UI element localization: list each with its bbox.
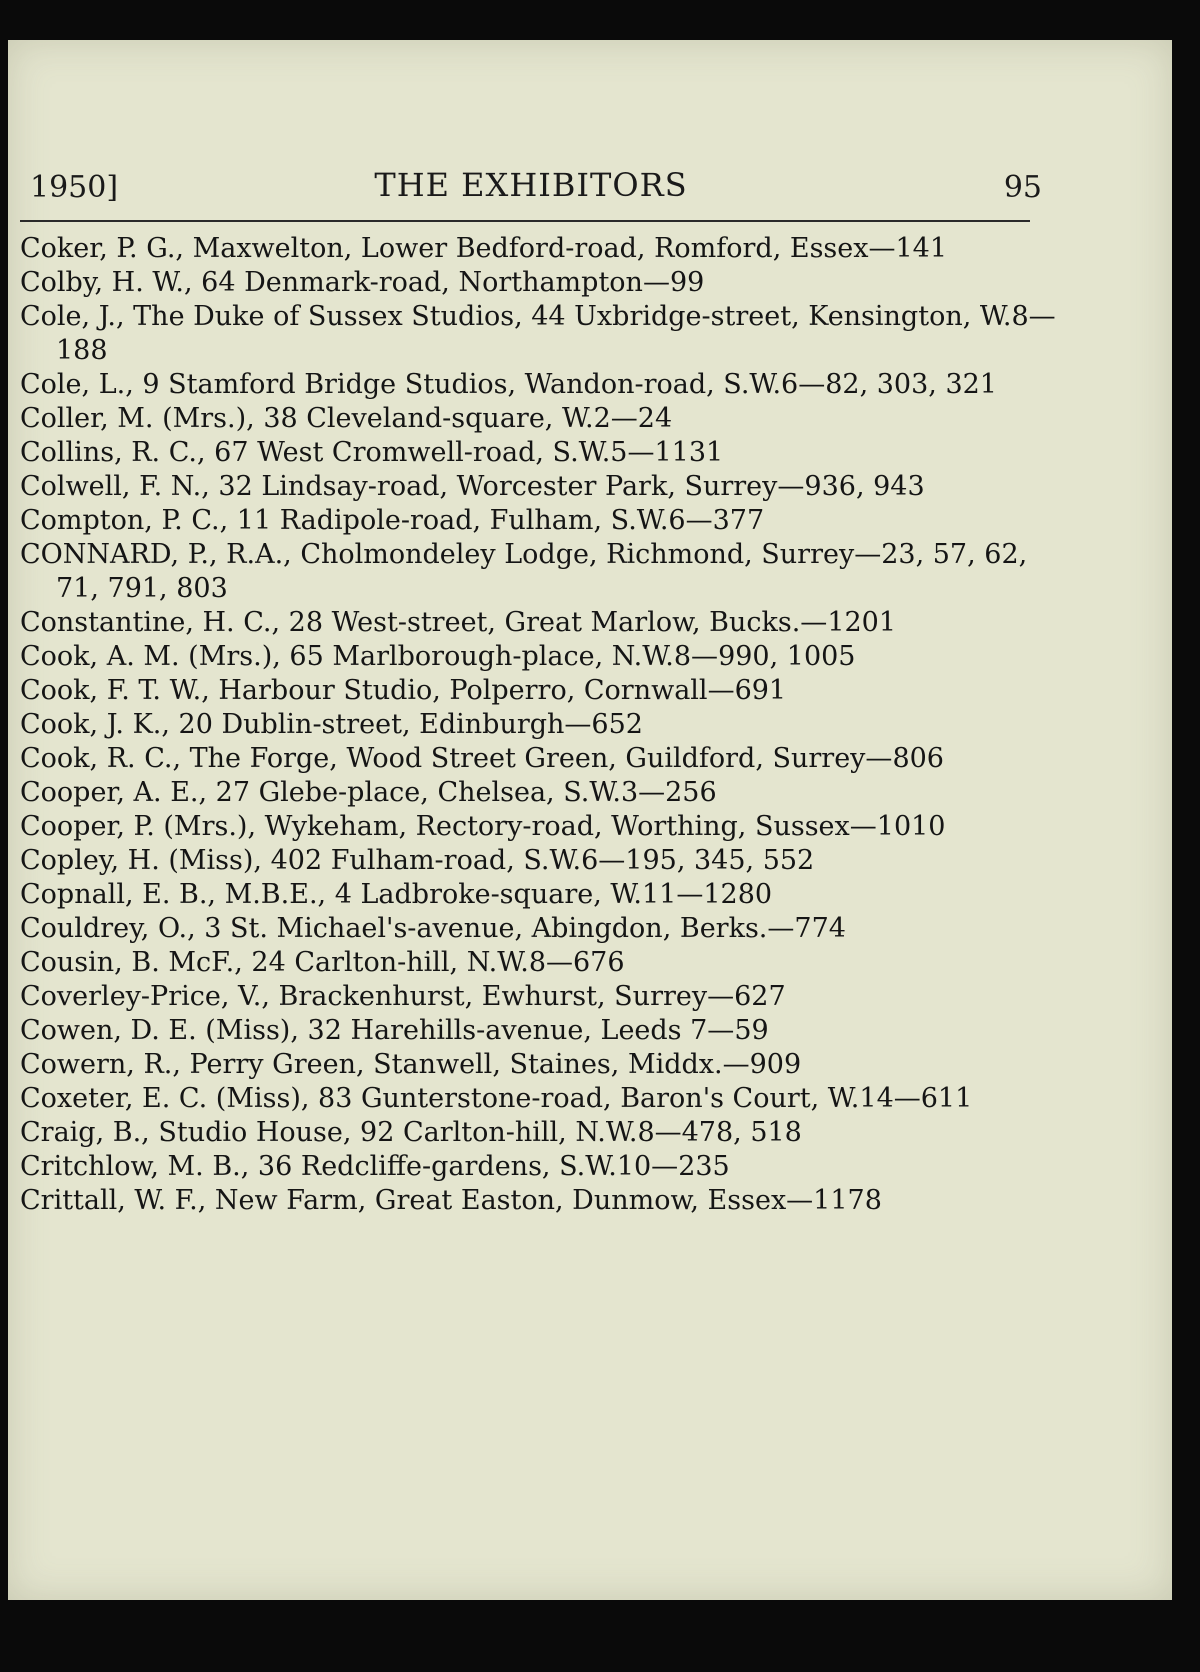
exhibitor-address: 402 Fulham-road, S.W.6— xyxy=(262,845,626,876)
exhibitor-entry xyxy=(20,708,1060,742)
exhibit-numbers: 82, 303, 321 xyxy=(825,369,997,400)
exhibit-numbers: 806 xyxy=(892,743,944,774)
exhibitor-name: Cook, F. T. W., xyxy=(20,675,210,706)
exhibitor-name: Coller, M. (Mrs.), xyxy=(20,403,255,434)
exhibitor-name: Cole, L., xyxy=(20,369,134,400)
exhibitor-name: Collins, R. C., xyxy=(20,437,206,468)
exhibitor-address: Cholmondeley Lodge, Richmond, Surrey— xyxy=(291,539,882,570)
exhibitor-name: Cooper, A. E., xyxy=(20,777,208,808)
exhibitor-address: The Duke of Sussex Studios, 44 Uxbridge-street, Kensington, W.8— xyxy=(124,301,1056,332)
exhibitor-address: 24 Carlton-hill, N.W.8— xyxy=(242,947,573,978)
exhibitor-name: Copnall, E. B., M.B.E., xyxy=(20,879,327,910)
exhibitor-name: Colby, H. W., xyxy=(20,267,193,298)
exhibitor-entry xyxy=(20,368,1060,402)
exhibitor-entry xyxy=(20,878,1060,912)
exhibitor-address: Perry Green, Stanwell, Staines, Middx.— xyxy=(180,1049,750,1080)
page-number: 95 xyxy=(1003,170,1042,205)
exhibitor-address: Maxwelton, Lower Bedford-road, Romford, Essex— xyxy=(184,233,896,264)
exhibitor-name: Cook, R. C., xyxy=(20,743,182,774)
exhibitor-entry xyxy=(20,1184,1060,1218)
exhibitor-address: 36 Redcliffe-gardens, S.W.10— xyxy=(249,1151,679,1182)
exhibit-numbers: 256 xyxy=(665,777,717,808)
exhibitor-name: Coverley-Price, V., xyxy=(20,981,270,1012)
exhibitor-name: CONNARD, P., R.A., xyxy=(20,539,292,570)
exhibitor-entry xyxy=(20,402,1060,436)
exhibitor-name: Cole, J., xyxy=(20,301,125,332)
exhibit-numbers: 195, 345, 552 xyxy=(625,845,815,876)
exhibitor-entry xyxy=(20,1082,1060,1116)
exhibitor-name: Cooper, P. (Mrs.), xyxy=(20,811,257,842)
exhibitor-entry xyxy=(20,1014,1060,1048)
exhibitor-address: 83 Gunterstone-road, Baron's Court, W.14— xyxy=(309,1083,921,1114)
exhibit-numbers: 141 xyxy=(895,233,948,264)
exhibit-numbers: 1010 xyxy=(876,811,946,842)
exhibit-numbers: 1178 xyxy=(813,1185,882,1216)
exhibitor-address: 3 St. Michael's-avenue, Abingdon, Berks.— xyxy=(195,913,795,944)
running-header xyxy=(20,166,1042,210)
exhibitor-entry xyxy=(20,980,1060,1014)
exhibitor-address: 11 Radipole-road, Fulham, S.W.6— xyxy=(228,505,713,536)
exhibitor-name: Coker, P. G., xyxy=(20,233,184,264)
exhibitor-address: 67 West Cromwell-road, S.W.5— xyxy=(205,437,655,468)
exhibit-numbers: 235 xyxy=(678,1151,730,1182)
book-page xyxy=(8,40,1172,1600)
exhibit-numbers: 611 xyxy=(920,1083,973,1114)
exhibitor-entry xyxy=(20,1048,1060,1082)
exhibitor-address: 20 Dublin-street, Edinburgh— xyxy=(169,709,592,740)
exhibitor-entry xyxy=(20,436,1060,470)
exhibitor-address: 65 Marlborough-place, N.W.8— xyxy=(280,641,719,672)
exhibitor-entry xyxy=(20,606,1060,640)
exhibitor-name: Crittall, W. F., xyxy=(20,1185,207,1216)
exhibitor-entry xyxy=(20,844,1060,878)
exhibitor-name: Critchlow, M. B., xyxy=(20,1151,250,1182)
exhibit-numbers: 909 xyxy=(749,1049,802,1080)
exhibit-numbers: 99 xyxy=(669,267,705,298)
exhibit-numbers: 1201 xyxy=(827,607,897,638)
exhibitor-entry xyxy=(20,946,1060,980)
exhibitor-name: Cowen, D. E. (Miss), xyxy=(20,1015,299,1046)
exhibitor-name: Cook, A. M. (Mrs.), xyxy=(20,641,281,672)
exhibitor-address: 64 Denmark-road, Northampton— xyxy=(192,267,670,298)
header-rule xyxy=(20,220,1030,222)
exhibitor-name: Cook, J. K., xyxy=(20,709,170,740)
exhibit-numbers: 990, 1005 xyxy=(718,641,856,672)
exhibitor-entry xyxy=(20,538,1060,606)
exhibitor-address: 9 Stamford Bridge Studios, Wandon-road, S.W.6— xyxy=(133,369,826,400)
exhibitor-entry xyxy=(20,640,1060,674)
exhibitor-name: Copley, H. (Miss), xyxy=(20,845,262,876)
exhibitor-address: 28 West-street, Great Marlow, Bucks.— xyxy=(280,607,828,638)
exhibitor-name: Craig, B., xyxy=(20,1117,150,1148)
exhibitor-entry xyxy=(20,810,1060,844)
exhibitor-address: 32 Lindsay-road, Worcester Park, Surrey— xyxy=(209,471,805,502)
exhibitor-name: Coxeter, E. C. (Miss), xyxy=(20,1083,310,1114)
exhibit-numbers: 774 xyxy=(794,913,846,944)
exhibitor-address: The Forge, Wood Street Green, Guildford, Surrey— xyxy=(181,743,893,774)
exhibitor-address: 32 Harehills-avenue, Leeds 7— xyxy=(298,1015,735,1046)
exhibitor-entry xyxy=(20,1116,1060,1150)
exhibitor-address: Wykeham, Rectory-road, Worthing, Sussex— xyxy=(256,811,877,842)
exhibitor-address: Brackenhurst, Ewhurst, Surrey— xyxy=(269,981,735,1012)
exhibit-numbers: 377 xyxy=(712,505,765,536)
exhibitor-entry xyxy=(20,776,1060,810)
exhibit-numbers: 23, 57, 62, 71, 791, 803 xyxy=(56,539,1028,604)
exhibit-numbers: 188 xyxy=(56,335,108,366)
exhibitor-address: 4 Ladbroke-square, W.11— xyxy=(326,879,704,910)
exhibitor-name: Cousin, B. McF., xyxy=(20,947,243,978)
exhibitor-entry xyxy=(20,742,1060,776)
exhibitor-address: 27 Glebe-place, Chelsea, S.W.3— xyxy=(207,777,666,808)
exhibitor-address: 38 Cleveland-square, W.2— xyxy=(254,403,638,434)
exhibitor-entry xyxy=(20,674,1060,708)
exhibit-numbers: 936, 943 xyxy=(804,471,925,502)
exhibitor-list xyxy=(20,232,1060,1218)
exhibit-numbers: 627 xyxy=(734,981,786,1012)
exhibit-numbers: 691 xyxy=(734,675,787,706)
exhibitor-entry xyxy=(20,300,1060,368)
exhibit-numbers: 24 xyxy=(637,403,673,434)
exhibitor-entry xyxy=(20,266,1060,300)
exhibitor-name: Colwell, F. N., xyxy=(20,471,210,502)
exhibit-numbers: 1280 xyxy=(703,879,773,910)
exhibit-numbers: 676 xyxy=(573,947,625,978)
exhibitor-address: Harbour Studio, Polperro, Cornwall— xyxy=(209,675,735,706)
page-title: THE EXHIBITORS xyxy=(374,166,688,204)
exhibit-numbers: 478, 518 xyxy=(681,1117,802,1148)
exhibitor-entry xyxy=(20,504,1060,538)
exhibit-numbers: 59 xyxy=(734,1015,769,1046)
exhibitor-entry xyxy=(20,470,1060,504)
exhibitor-name: Constantine, H. C., xyxy=(20,607,281,638)
exhibitor-entry xyxy=(20,1150,1060,1184)
exhibitor-address: Studio House, 92 Carlton-hill, N.W.8— xyxy=(149,1117,682,1148)
exhibitor-name: Cowern, R., xyxy=(20,1049,181,1080)
exhibitor-address: New Farm, Great Easton, Dunmow, Essex— xyxy=(206,1185,814,1216)
exhibit-numbers: 1131 xyxy=(654,437,724,468)
exhibitor-name: Compton, P. C., xyxy=(20,505,229,536)
header-year: 1950] xyxy=(30,170,119,205)
exhibitor-entry xyxy=(20,232,1060,266)
exhibit-numbers: 652 xyxy=(591,709,643,740)
exhibitor-name: Couldrey, O., xyxy=(20,913,196,944)
exhibitor-entry xyxy=(20,912,1060,946)
